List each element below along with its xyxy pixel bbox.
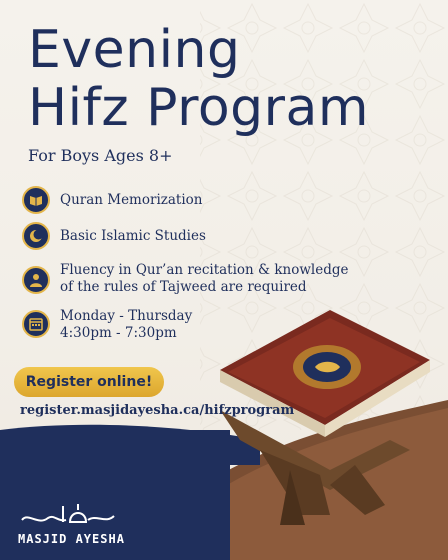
feature-item-schedule bbox=[22, 308, 192, 342]
page-title bbox=[28, 22, 369, 136]
masjid-dome-icon bbox=[18, 500, 118, 528]
calendar-icon bbox=[22, 310, 50, 338]
register-online-button[interactable]: Register online! bbox=[14, 367, 164, 397]
masjid-ayesha-logo bbox=[18, 500, 125, 546]
feature-text: Basic Islamic Studies bbox=[60, 228, 206, 244]
feature-text: Quran Memorization bbox=[60, 192, 203, 208]
quran-icon bbox=[22, 186, 50, 214]
schedule-time: 4:30pm - 7:30pm bbox=[60, 325, 177, 341]
feature-item-islamic-studies bbox=[22, 222, 206, 250]
feature-item-quran-memorization bbox=[22, 186, 203, 214]
logo-text: MASJID AYESHA bbox=[18, 532, 125, 546]
title-line-2: Hifz Program bbox=[28, 78, 370, 138]
crescent-moon-icon bbox=[22, 222, 50, 250]
feature-item-requirements bbox=[22, 262, 348, 296]
person-icon bbox=[22, 266, 50, 294]
feature-text-line-1: Fluency in Qur’an recitation & knowledge bbox=[60, 262, 349, 278]
registration-url-link[interactable]: register.masjidayesha.ca/hifzprogram bbox=[20, 403, 295, 418]
title-line-1: Evening bbox=[28, 20, 241, 80]
feature-text bbox=[60, 308, 192, 342]
feature-text bbox=[60, 262, 348, 296]
feature-text-line-2: of the rules of Tajweed are required bbox=[60, 279, 307, 295]
schedule-days: Monday - Thursday bbox=[60, 308, 193, 324]
subtitle: For Boys Ages 8+ bbox=[28, 146, 173, 165]
